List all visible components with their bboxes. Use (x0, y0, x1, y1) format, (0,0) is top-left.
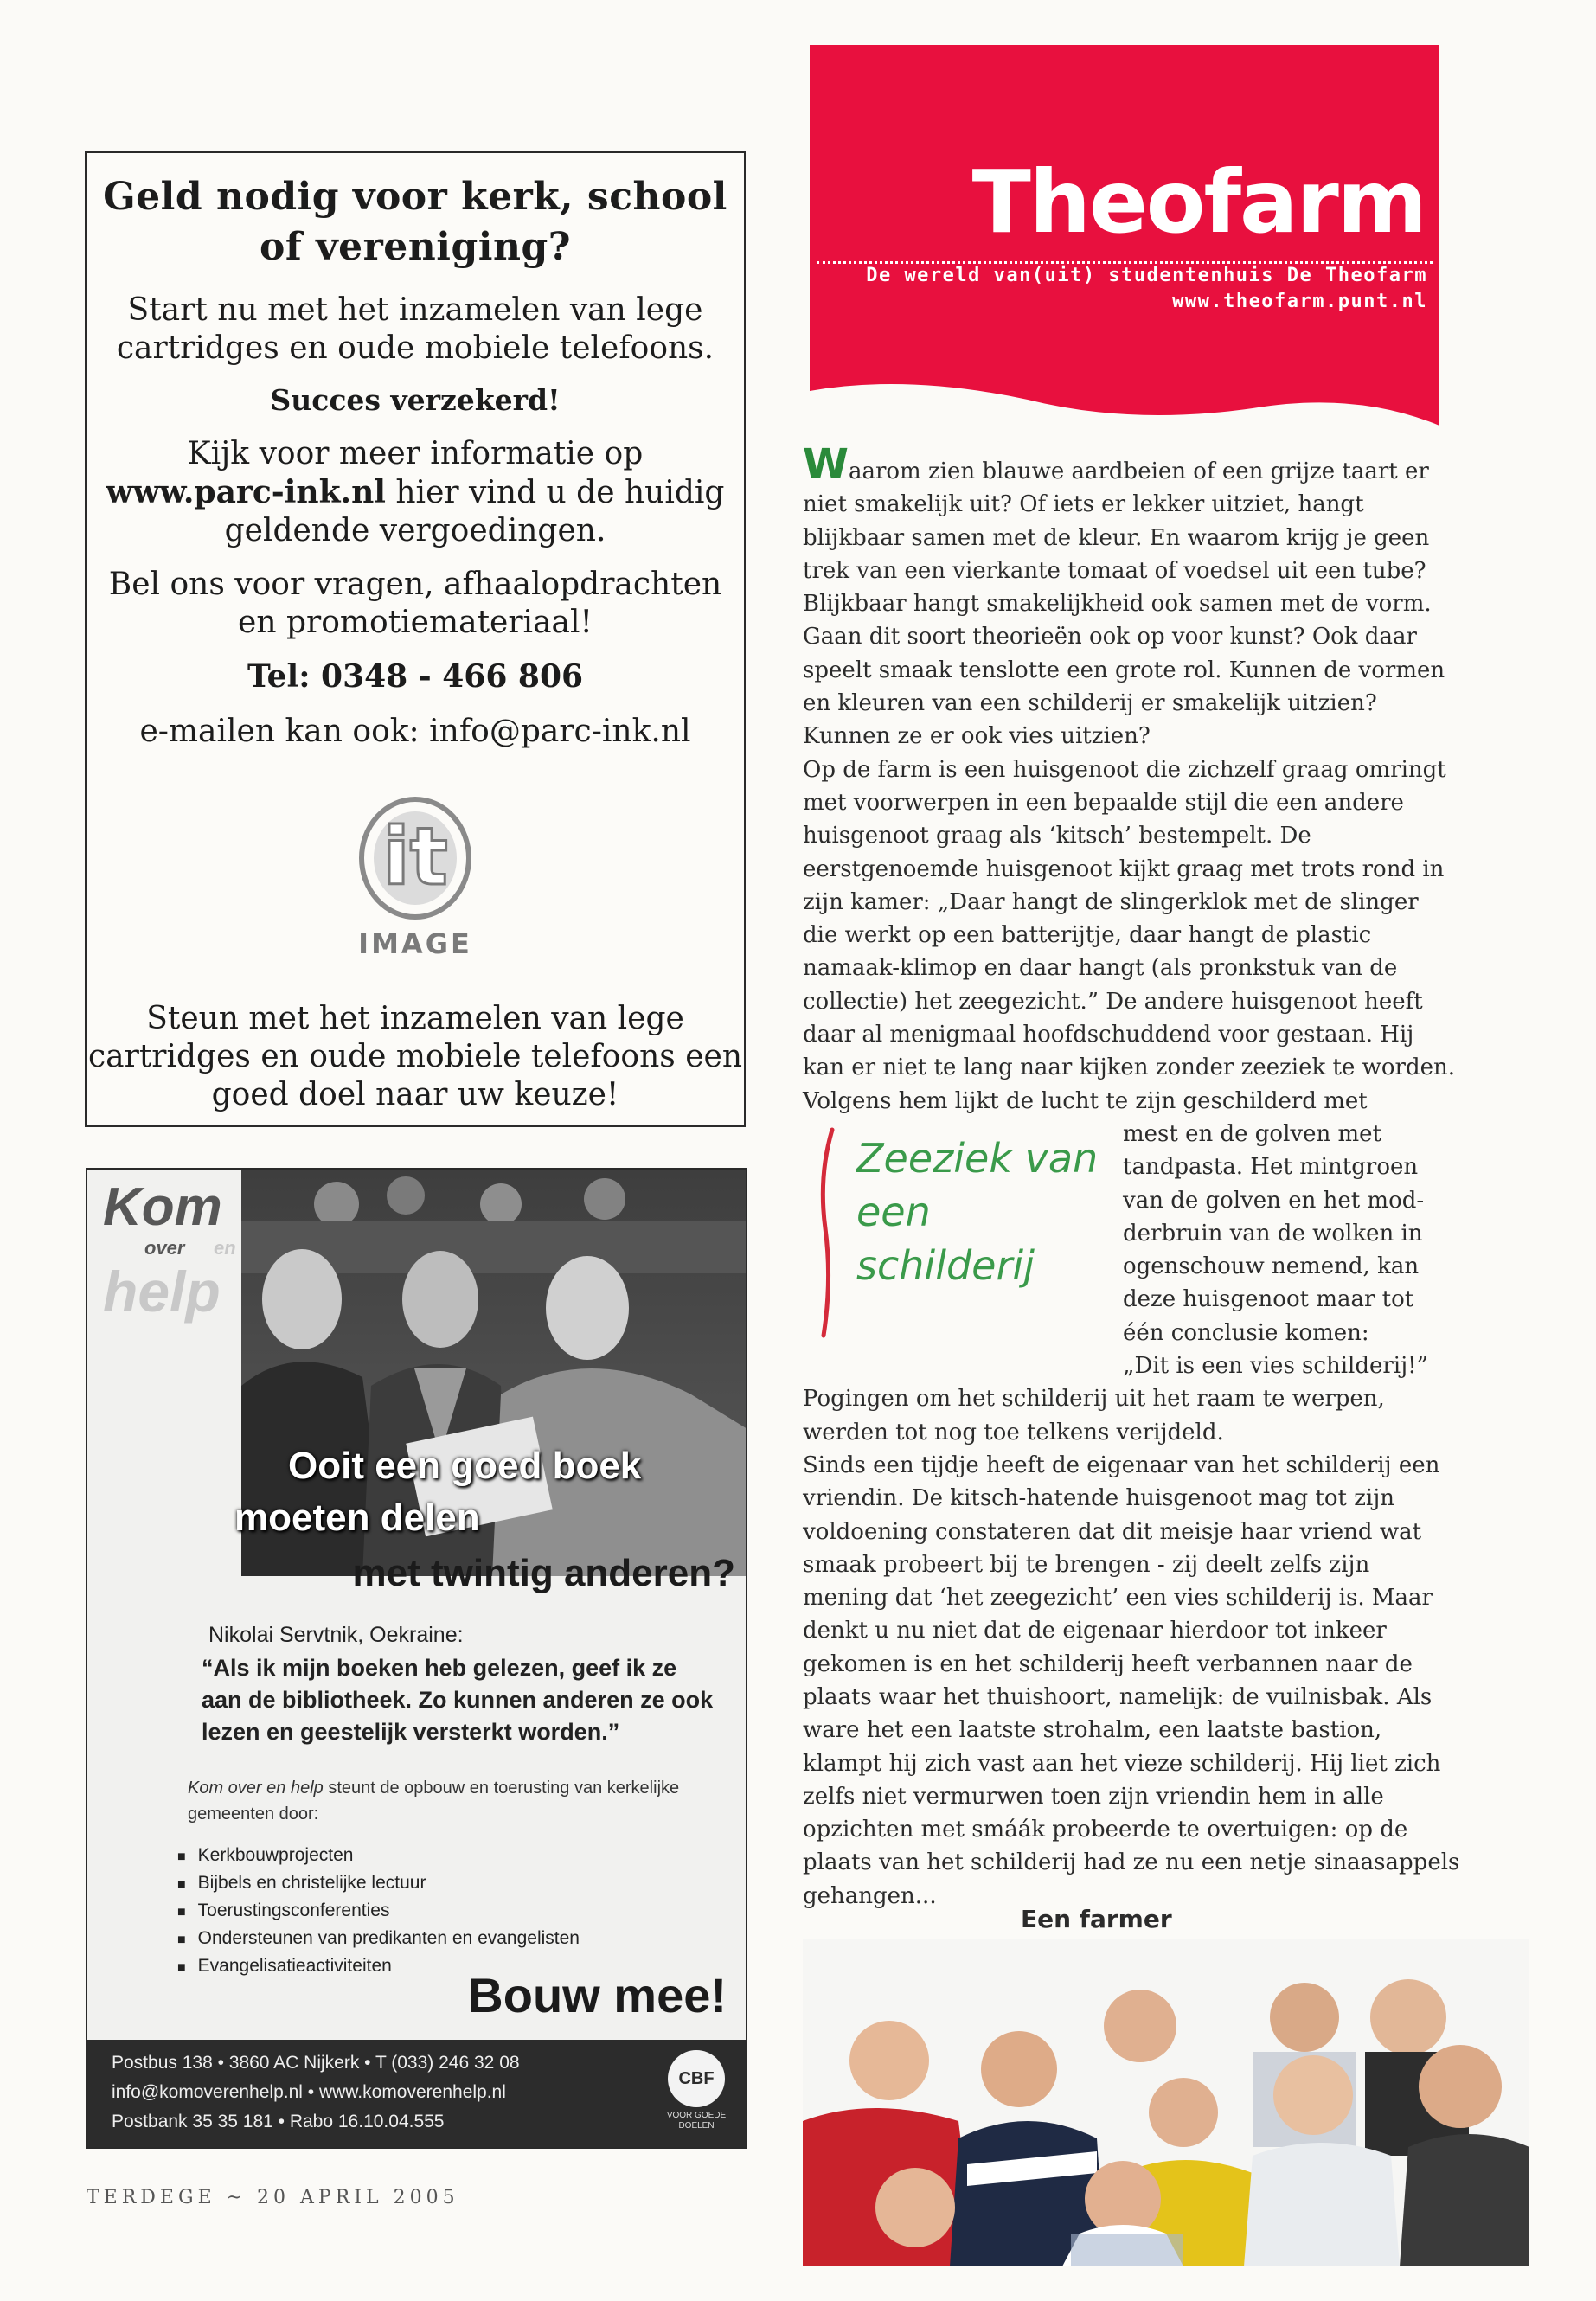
wrap-line: deze huisgenoot maar tot (1123, 1286, 1414, 1313)
students-group-photo (803, 1939, 1529, 2266)
list-item: ■ Bijbels en christelijke lectuur (177, 1870, 580, 1898)
brand-over: over (144, 1237, 185, 1259)
subtitle-url[interactable]: www.theofarm.punt.nl (1172, 291, 1427, 312)
wrap-line: mest en de golven met (1123, 1120, 1381, 1147)
list-item: ■ Ondersteunen van predikanten en evangelisten (177, 1926, 580, 1953)
wrap-line: ogenschouw nemend, kan (1123, 1253, 1420, 1280)
ad-email: e-mailen kan ook: info@parc-ink.nl (139, 714, 691, 749)
pull-quote-line-2: een schilderij (856, 1189, 1035, 1289)
list-item: ■ Evangelisatieactiviteiten (177, 1953, 580, 1981)
paragraph-1 (803, 440, 1460, 753)
it-image-logo (337, 796, 493, 969)
cbf-seal-icon: CBF (668, 2050, 725, 2107)
headline-line-3: met twintig anderen? (352, 1552, 735, 1594)
red-bracket-icon (813, 1125, 848, 1341)
support-brand: Kom over en help (188, 1779, 324, 1798)
headline-line-1: Ooit een goed boek (288, 1445, 642, 1487)
column-subtitle (866, 263, 1427, 315)
wrap-line: één conclusie komen: (1123, 1319, 1369, 1346)
headline-line-2: moeten delen (234, 1497, 480, 1539)
pull-quote-text (856, 1131, 1116, 1292)
contact-line-2[interactable]: info@komoverenhelp.nl • www.komoverenhelp.nl (112, 2082, 506, 2102)
theofarm-banner (803, 45, 1446, 434)
drop-cap: W (803, 440, 849, 489)
contact-line-3: Postbank 35 35 181 • Rabo 16.10.04.555 (112, 2112, 445, 2131)
students-illustration (803, 1939, 1529, 2266)
paragraph-1-text: aarom zien blauwe aardbeien of een grijze taart er niet smakelijk uit? Of iets er lekker uitziet, hangt blijkbaar samen met de kleur. En waarom krijg je geen trek van een vierkante tomaat of voedsel uit een tube? Blijkbaar hangt smakelijkheid ook samen met de vorm. Gaan dit soort theorieën ook op voor kunst? Ook daar speelt smaak tenslotte een grote rol. Kunnen de vormen en kleuren van een schilderij er smakelijk uitzien? Kunnen ze er ook vies uitzien? (803, 458, 1445, 750)
wrap-line: tandpasta. Het mintgroen (1123, 1154, 1419, 1181)
ad-phone: Tel: 0348 - 466 806 (247, 658, 584, 695)
ad-info-pre: Kijk voor meer informatie op (187, 436, 644, 471)
ad-intro: Start nu met het inzamelen van lege cartridges en oude mobiele telefoons. (116, 292, 715, 366)
paragraph-3: Pogingen om het schilderij uit het raam te werpen, werden tot nog toe telkens verijdeld. (803, 1386, 1385, 1445)
quote-text: “Als ik mijn boeken heb gelezen, geef ik ze aan de bibliotheek. Zo kunnen anderen ze ook lezen en geestelijk versterkt worden.” (202, 1655, 714, 1745)
ad-info (87, 435, 744, 550)
subtitle-line-1: De wereld van(uit) studentenhuis De Theofarm (866, 265, 1427, 286)
contact-footer (87, 2040, 746, 2147)
column-title: Theofarm (971, 151, 1426, 253)
list-item: ■ Toerustingsconferenties (177, 1898, 580, 1926)
pull-quote-line-1: Zeeziek van (856, 1135, 1099, 1182)
page-footer: TERDEGE ~ 20 APRIL 2005 (87, 2187, 459, 2208)
ad-success: Succes verzekerd! (270, 383, 561, 417)
support-text (188, 1775, 733, 1827)
ad-call: Bel ons voor vragen, afhaalopdrachten en promotiemateriaal! (108, 567, 722, 640)
brand-help: help (103, 1259, 221, 1324)
paragraph-2: Op de farm is een huisgenoot die zichzelf graag omringt met voorwerpen in een bepaalde stijl die een andere huisgenoot graag als ‘kitsch’ bestempelt. De eerstgenoemde huisgenoot kijkt graag met trots rond in zijn kamer: „Daar hangt de slingerklok met de slinger die werkt op een batterijtje, daar hangt de plastic namaak-klimop en daar hangt (als pronkstuk van de collectie) het zeegezicht.” De andere huisgenoot heeft daar al menigmaal hoofdschuddend voor gestaan. Hij kan er niet te lang naar kijken zonder zeeziek te worden. Volgens hem lijkt de lucht te zijn geschilderd met (803, 756, 1455, 1114)
brand-kom: Kom (103, 1177, 222, 1237)
support-body: steunt de opbouw en toerusting van kerkelijke gemeenten door: (188, 1779, 680, 1823)
it-logo-icon (337, 796, 493, 969)
ad-closing: Steun met het inzamelen van lege cartridges en oude mobiele telefoons een goed doel naar uw keuze! (87, 1001, 743, 1112)
wrap-line: derbruin van de wolken in (1123, 1220, 1423, 1247)
cta-bouw-mee: Bouw mee! (468, 1968, 727, 2022)
quote-author: Nikolai Servtnik, Oekraine: (208, 1623, 464, 1647)
logo-text: IMAGE (358, 927, 472, 960)
cbf-seal-subtext: VOOR GOEDE DOELEN (666, 2111, 727, 2131)
wrap-line: „Dit is een vies schilderij!” (1123, 1353, 1428, 1380)
brand-en: en (214, 1237, 236, 1259)
ad-kom-over-en-help (86, 1168, 747, 2149)
ad-info-url[interactable]: www.parc-ink.nl (106, 474, 386, 510)
ad-parc-ink (85, 151, 746, 1127)
contact-line-1: Postbus 138 • 3860 AC Nijkerk • T (033) 246 32 08 (112, 2053, 520, 2073)
ad-headline: Geld nodig voor kerk, school of vereniging? (103, 175, 727, 269)
support-list (177, 1843, 580, 1981)
wrap-line: van de golven en het mod- (1123, 1187, 1425, 1214)
list-item: ■ Kerkbouwprojecten (177, 1843, 580, 1870)
kom-over-en-help-logo (103, 1177, 241, 1353)
paragraph-4: Sinds een tijdje heeft de eigenaar van het schilderij een vriendin. De kitsch-hatende huisgenoot mag tot zijn voldoening constateren dat dit meisje haar vriend wat smaak probeert bij te brengen - zij deelt zelfs zijn mening dat ‘het zeegezicht’ een vies schilderij is. Maar denkt u nu niet dat de eigenaar hierdoor tot inkeer gekomen is en het schilderij heeft verbannen naar de plaats waar het thuishoort, namelijk: de vuilnisbak. Als ware het een laatste strohalm, een laatste bastion, klampt hij zich vast aan het vieze schilderij. Hij liet zich zelfs niet vermurwen toen zijn vriendin hem in alle opzichten met smáák probeerde te overtuigen: op de plaats van het schilderij had ze nu een netje sinaasappels gehangen... (803, 1452, 1460, 1909)
ad-info-post: hier vind u de huidig geldende vergoedingen. (224, 475, 725, 548)
article-signoff: Een farmer (1021, 1905, 1172, 1933)
pull-quote (813, 1125, 1116, 1341)
logo-mark: it (382, 811, 448, 903)
